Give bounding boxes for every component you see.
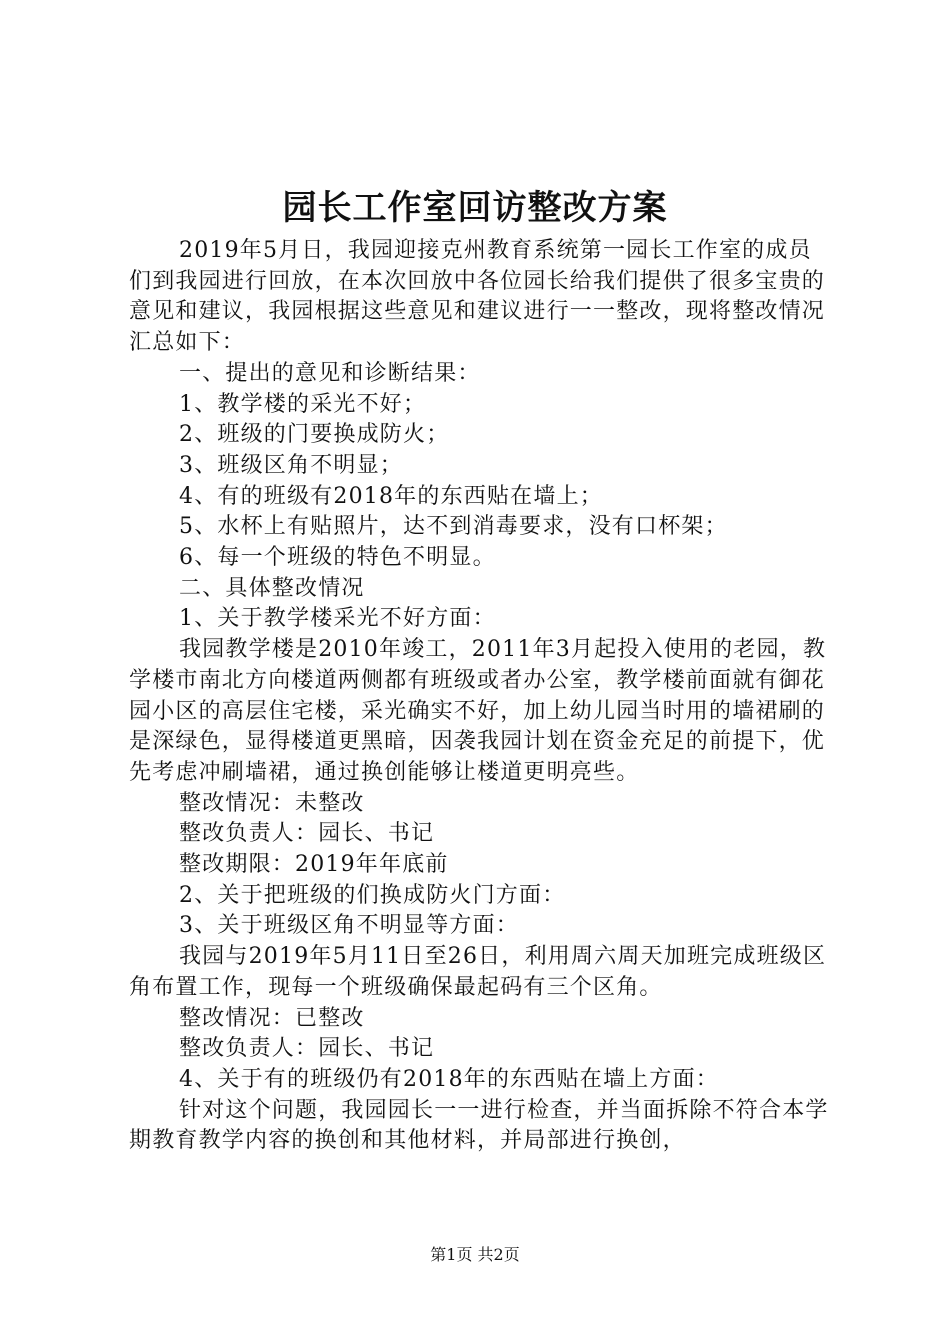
section-heading-rectification: 二、具体整改情况 bbox=[179, 575, 365, 601]
paragraph-body: 我园与2019年5月11日至26日，利用周六周天加班完成班级区角布置工作，现每一个班级确保最起码有三个区角。 bbox=[129, 944, 827, 1000]
issue-item: 1、教学楼的采光不好； bbox=[179, 391, 427, 417]
subsection-heading: 1、关于教学楼采光不好方面： bbox=[179, 606, 496, 632]
issue-item: 5、水杯上有贴照片，达不到消毒要求，没有口杯架； bbox=[179, 514, 728, 540]
document-body bbox=[129, 236, 831, 1157]
issue-item: 2、班级的门要换成防火； bbox=[179, 422, 450, 448]
subsection-heading: 4、关于有的班级仍有2018年的东西贴在墙上方面： bbox=[179, 1066, 719, 1092]
paragraph-body: 针对这个问题，我园园长一一进行检查，并当面拆除不符合本学期教育教学内容的换创和其他材料，并局部进行换创， bbox=[129, 1097, 829, 1154]
responsible-line: 整改负责人：园长、书记 bbox=[179, 1036, 435, 1062]
page-footer: 第1页 共2页 bbox=[430, 1245, 520, 1264]
subsection-heading: 3、关于班级区角不明显等方面： bbox=[179, 913, 519, 939]
status-line: 整改情况：未整改 bbox=[179, 790, 365, 816]
paragraph-intro: 2019年5月日，我园迎接克州教育系统第一园长工作室的成员们到我园进行回放，在本次回放中各位园长给我们提供了很多宝贵的意见和建议，我园根据这些意见和建议进行一一整改，现将整改情况汇总如下： bbox=[129, 238, 826, 356]
paragraph-body: 我园教学楼是2010年竣工，2011年3月起投入使用的老园，教学楼市南北方向楼道两侧都有班级或者办公室，教学楼前面就有御花园小区的高层住宅楼，采光确实不好，加上幼儿园当时用的墙裙刷的是深绿色，显得楼道更黑暗，因袭我园计划在资金充足的前提下，优先考虑冲刷墙裙，通过换创能够让楼道更明亮些。 bbox=[129, 637, 827, 785]
issue-item: 4、有的班级有2018年的东西贴在墙上； bbox=[179, 483, 603, 509]
issue-item: 6、每一个班级的特色不明显。 bbox=[179, 545, 496, 571]
section-heading-issues: 一、提出的意见和诊断结果： bbox=[179, 360, 481, 386]
issue-item: 3、班级区角不明显； bbox=[179, 452, 403, 478]
status-line: 整改情况：已整改 bbox=[179, 1005, 365, 1031]
deadline-line: 整改期限：2019年年底前 bbox=[179, 852, 449, 878]
subsection-heading: 2、关于把班级的们换成防火门方面： bbox=[179, 882, 566, 908]
document-title: 园长工作室回访整改方案 bbox=[282, 188, 668, 228]
responsible-line: 整改负责人：园长、书记 bbox=[179, 821, 435, 847]
